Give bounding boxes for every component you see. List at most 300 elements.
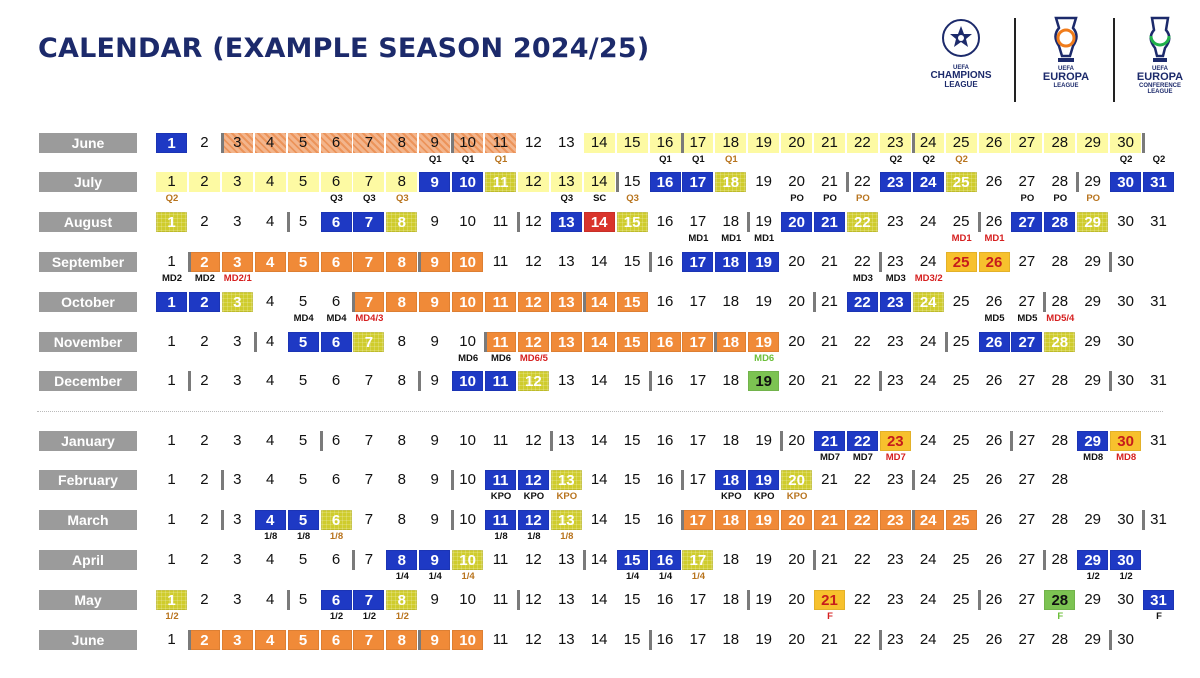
day-cell: 23 xyxy=(880,133,911,153)
round-annotation: MD3 xyxy=(885,273,906,284)
week-separator xyxy=(188,371,191,391)
day-cell: 15 xyxy=(617,212,648,232)
day-cell: 3 xyxy=(222,172,253,192)
day-cell: 24 xyxy=(913,133,944,153)
round-annotation: Q2 xyxy=(889,154,903,165)
round-annotation: 1/2 xyxy=(395,611,409,622)
round-annotation: MD4 xyxy=(293,313,314,324)
day-cell: 26 xyxy=(985,173,1003,190)
day-cell: 26 xyxy=(985,551,1003,568)
round-annotation: MD1 xyxy=(984,233,1005,244)
round-annotation: MD4 xyxy=(326,313,347,324)
day-cell: 31 xyxy=(1143,172,1174,192)
week-separator xyxy=(649,630,652,650)
day-cell: 3 xyxy=(222,252,253,272)
day-cell: 22 xyxy=(847,510,878,530)
day-cell: 10 xyxy=(452,172,483,192)
round-annotation: MD6 xyxy=(458,353,479,364)
day-cell: 12 xyxy=(518,172,549,192)
day-cell: 23 xyxy=(880,431,911,451)
day-cell: 3 xyxy=(222,133,253,153)
day-cell: 24 xyxy=(913,510,944,530)
day-cell: 17 xyxy=(682,133,713,153)
day-cell: 28 xyxy=(1044,332,1075,352)
day-cell: 14 xyxy=(590,631,608,648)
week-separator xyxy=(912,470,915,490)
day-cell: 18 xyxy=(715,510,746,530)
day-cell: 23 xyxy=(880,172,911,192)
day-cell: 6 xyxy=(331,293,341,310)
day-cell: 15 xyxy=(617,292,648,312)
month-label: June xyxy=(39,630,137,650)
day-cell: 28 xyxy=(1044,133,1075,153)
day-cell: 16 xyxy=(656,591,674,608)
round-annotation: Q1 xyxy=(428,154,442,165)
day-cell: 17 xyxy=(682,332,713,352)
day-cell: 15 xyxy=(617,550,648,570)
day-cell: 2 xyxy=(189,172,220,192)
week-separator xyxy=(649,371,652,391)
week-separator xyxy=(451,470,454,490)
day-cell: 17 xyxy=(689,591,707,608)
day-cell: 22 xyxy=(847,431,878,451)
day-cell: 22 xyxy=(854,471,871,488)
day-cell: 26 xyxy=(985,372,1003,389)
day-cell: 30 xyxy=(1117,253,1134,270)
day-cell: 26 xyxy=(985,213,1003,230)
week-separator xyxy=(418,371,421,391)
round-annotation: KPO xyxy=(490,491,512,502)
day-cell: 15 xyxy=(617,133,648,153)
month-label: August xyxy=(39,212,137,232)
week-separator xyxy=(418,630,421,650)
day-cell: 9 xyxy=(430,333,439,350)
day-cell: 25 xyxy=(952,631,970,648)
day-cell: 31 xyxy=(1150,372,1167,389)
day-cell: 24 xyxy=(919,253,937,270)
day-cell: 17 xyxy=(689,372,707,389)
day-cell: 2 xyxy=(189,252,220,272)
day-cell: 11 xyxy=(485,172,516,192)
day-cell: 23 xyxy=(886,372,904,389)
day-cell: 1 xyxy=(156,292,187,312)
day-cell: 21 xyxy=(821,631,838,648)
day-cell: 27 xyxy=(1018,471,1036,488)
week-separator xyxy=(1109,630,1112,650)
round-annotation: PO xyxy=(1053,193,1068,204)
day-cell: 13 xyxy=(557,253,575,270)
round-annotation: 1/4 xyxy=(658,571,673,582)
day-cell: 31 xyxy=(1143,590,1174,610)
day-cell: 16 xyxy=(656,293,674,310)
week-separator xyxy=(418,252,421,272)
round-annotation: MD7 xyxy=(885,452,906,463)
week-separator xyxy=(451,510,454,530)
round-annotation: Q3 xyxy=(560,193,574,204)
day-cell: 16 xyxy=(650,550,681,570)
day-cell: 21 xyxy=(814,212,845,232)
day-cell: 20 xyxy=(788,173,805,190)
day-cell: 28 xyxy=(1051,511,1069,528)
day-cell: 12 xyxy=(518,371,549,391)
round-annotation: Q1 xyxy=(692,154,705,165)
day-cell: 5 xyxy=(288,172,319,192)
day-cell: 12 xyxy=(518,510,549,530)
day-cell: 3 xyxy=(233,213,242,230)
day-cell: 6 xyxy=(321,590,352,610)
day-cell: 5 xyxy=(298,471,308,488)
round-annotation: 1/2 xyxy=(1086,571,1100,582)
day-cell: 2 xyxy=(200,511,209,528)
day-cell: 4 xyxy=(266,432,275,449)
day-cell: 13 xyxy=(557,551,575,568)
round-annotation: Q2 xyxy=(955,154,968,165)
day-cell: 11 xyxy=(492,432,509,449)
day-cell: 9 xyxy=(419,133,450,153)
round-annotation: Q3 xyxy=(395,193,409,204)
day-cell: 19 xyxy=(755,213,773,230)
day-cell: 11 xyxy=(485,133,516,153)
round-annotation: SC xyxy=(593,193,607,204)
round-annotation: Q1 xyxy=(724,154,738,165)
day-cell: 29 xyxy=(1084,591,1102,608)
day-cell: 6 xyxy=(331,471,341,488)
uel-logo-line2: EUROPA xyxy=(1042,71,1090,83)
day-cell: 26 xyxy=(985,591,1003,608)
day-cell: 14 xyxy=(584,292,615,312)
week-separator xyxy=(714,332,717,352)
day-cell: 24 xyxy=(919,432,937,449)
day-cell: 3 xyxy=(233,591,242,608)
day-cell: 25 xyxy=(952,293,970,310)
day-cell: 3 xyxy=(233,471,242,488)
month-label: December xyxy=(39,371,137,391)
ucl-logo-line3: LEAGUE xyxy=(944,80,978,89)
day-cell: 10 xyxy=(459,471,476,488)
day-cell: 6 xyxy=(321,332,352,352)
day-cell: 11 xyxy=(492,253,509,270)
day-cell: 7 xyxy=(364,471,374,488)
day-cell: 16 xyxy=(650,172,681,192)
day-cell: 30 xyxy=(1117,511,1134,528)
day-cell: 24 xyxy=(919,213,937,230)
day-cell: 29 xyxy=(1084,253,1102,270)
round-annotation: PO xyxy=(790,193,804,204)
week-separator xyxy=(1109,371,1112,391)
day-cell: 7 xyxy=(353,630,384,650)
day-cell: 11 xyxy=(492,551,509,568)
day-cell: 12 xyxy=(518,332,549,352)
day-cell: 25 xyxy=(952,432,970,449)
day-cell: 26 xyxy=(979,252,1010,272)
day-cell: 11 xyxy=(485,332,516,352)
day-cell: 16 xyxy=(656,372,674,389)
day-cell: 29 xyxy=(1077,431,1108,451)
day-cell: 24 xyxy=(919,372,937,389)
day-cell: 7 xyxy=(364,511,374,528)
day-cell: 19 xyxy=(755,293,773,310)
day-cell: 25 xyxy=(946,510,977,530)
week-separator xyxy=(879,630,882,650)
day-cell: 21 xyxy=(821,372,838,389)
day-cell: 31 xyxy=(1150,511,1167,528)
day-cell: 23 xyxy=(886,631,904,648)
round-annotation: MD1 xyxy=(951,233,972,244)
week-separator xyxy=(747,212,750,232)
day-cell: 27 xyxy=(1018,631,1036,648)
week-separator xyxy=(879,371,882,391)
day-cell: 9 xyxy=(430,471,439,488)
day-cell: 2 xyxy=(200,134,209,151)
day-cell: 1 xyxy=(156,212,187,232)
day-cell: 3 xyxy=(222,630,253,650)
week-separator xyxy=(583,292,586,312)
round-annotation: Q2 xyxy=(165,193,179,204)
day-cell: 22 xyxy=(854,173,871,190)
day-cell: 5 xyxy=(288,332,319,352)
week-separator xyxy=(681,510,684,530)
month-label: March xyxy=(39,510,137,530)
day-cell: 14 xyxy=(584,172,615,192)
day-cell: 25 xyxy=(946,133,977,153)
day-cell: 3 xyxy=(222,292,253,312)
round-annotation: MD5 xyxy=(984,313,1005,324)
day-cell: 8 xyxy=(397,372,406,389)
day-cell: 12 xyxy=(525,631,542,648)
day-cell: 25 xyxy=(952,333,970,350)
day-cell: 20 xyxy=(781,212,812,232)
week-separator xyxy=(352,550,355,570)
round-annotation: 1/2 xyxy=(165,611,179,622)
day-cell: 13 xyxy=(557,372,575,389)
day-cell: 27 xyxy=(1018,511,1036,528)
day-cell: 21 xyxy=(821,173,838,190)
day-cell: 6 xyxy=(331,432,341,449)
uel-logo-line3: LEAGUE xyxy=(1053,83,1079,89)
day-cell: 10 xyxy=(459,591,476,608)
round-annotation: KPO xyxy=(523,491,545,502)
day-cell: 14 xyxy=(590,471,608,488)
round-annotation: MD1 xyxy=(688,233,709,244)
day-cell: 4 xyxy=(266,471,275,488)
week-separator xyxy=(1142,133,1145,153)
day-cell: 5 xyxy=(298,293,308,310)
day-cell: 24 xyxy=(919,551,937,568)
round-annotation: 1/8 xyxy=(264,531,278,542)
day-cell: 16 xyxy=(650,332,681,352)
day-cell: 5 xyxy=(288,630,319,650)
day-cell: 13 xyxy=(551,172,582,192)
day-cell: 1 xyxy=(167,551,176,568)
day-cell: 4 xyxy=(255,630,286,650)
day-cell: 30 xyxy=(1110,431,1141,451)
day-cell: 16 xyxy=(656,253,674,270)
day-cell: 19 xyxy=(755,591,773,608)
day-cell: 20 xyxy=(781,470,812,490)
day-cell: 28 xyxy=(1051,551,1069,568)
day-cell: 21 xyxy=(821,293,838,310)
round-annotation: MD2/1 xyxy=(223,273,252,284)
round-annotation: F xyxy=(827,611,833,622)
week-separator xyxy=(747,590,750,610)
day-cell: 26 xyxy=(985,631,1003,648)
week-separator xyxy=(451,133,454,153)
day-cell: 21 xyxy=(814,590,845,610)
day-cell: 8 xyxy=(397,511,406,528)
day-cell: 20 xyxy=(788,631,805,648)
day-cell: 13 xyxy=(551,510,582,530)
uecl-logo-line2: EUROPA xyxy=(1136,71,1184,83)
day-cell: 26 xyxy=(985,432,1003,449)
day-cell: 26 xyxy=(979,332,1010,352)
day-cell: 8 xyxy=(386,212,417,232)
day-cell: 26 xyxy=(985,511,1003,528)
day-cell: 16 xyxy=(650,133,681,153)
day-cell: 15 xyxy=(623,471,641,488)
day-cell: 18 xyxy=(715,470,746,490)
round-annotation: MD1 xyxy=(721,233,742,244)
round-annotation: F xyxy=(1057,611,1064,622)
day-cell: 18 xyxy=(715,133,746,153)
round-annotation: MD3/2 xyxy=(914,273,943,284)
day-cell: 10 xyxy=(452,133,483,153)
day-cell: 10 xyxy=(452,630,483,650)
uecl-logo-line1: UEFA xyxy=(1151,66,1168,72)
day-cell: 7 xyxy=(364,551,374,568)
round-annotation: Q2 xyxy=(922,154,936,165)
day-cell: 14 xyxy=(584,212,615,232)
day-cell: 9 xyxy=(430,372,439,389)
week-separator xyxy=(517,212,520,232)
day-cell: 13 xyxy=(551,470,582,490)
round-annotation: 1/4 xyxy=(625,571,640,582)
day-cell: 29 xyxy=(1084,511,1102,528)
day-cell: 16 xyxy=(656,511,674,528)
day-cell: 18 xyxy=(722,213,740,230)
day-cell: 16 xyxy=(656,213,674,230)
day-cell: 12 xyxy=(518,292,549,312)
day-cell: 20 xyxy=(788,591,805,608)
day-cell: 13 xyxy=(551,292,582,312)
day-cell: 12 xyxy=(525,432,542,449)
round-annotation: PO xyxy=(856,193,870,204)
day-cell: 4 xyxy=(266,293,275,310)
day-cell: 29 xyxy=(1077,133,1108,153)
day-cell: 3 xyxy=(233,511,242,528)
day-cell: 28 xyxy=(1051,631,1069,648)
week-separator xyxy=(649,252,652,272)
day-cell: 16 xyxy=(656,471,674,488)
day-cell: 21 xyxy=(821,471,838,488)
day-cell: 10 xyxy=(459,333,476,350)
day-cell: 4 xyxy=(266,213,275,230)
day-cell: 12 xyxy=(525,134,542,151)
day-cell: 17 xyxy=(689,471,707,488)
day-cell: 20 xyxy=(788,372,805,389)
round-annotation: MD6 xyxy=(754,353,775,364)
round-annotation: KPO xyxy=(556,491,578,502)
day-cell: 23 xyxy=(886,471,904,488)
day-cell: 2 xyxy=(200,471,209,488)
week-separator xyxy=(1076,172,1079,192)
day-cell: 20 xyxy=(788,333,805,350)
day-cell: 25 xyxy=(952,591,970,608)
day-cell: 27 xyxy=(1018,372,1036,389)
round-annotation: 1/4 xyxy=(461,571,475,582)
week-separator xyxy=(1043,550,1046,570)
day-cell: 22 xyxy=(854,253,871,270)
week-separator xyxy=(616,172,619,192)
day-cell: 24 xyxy=(919,471,937,488)
day-cell: 2 xyxy=(200,213,209,230)
round-annotation: MD2 xyxy=(194,273,215,284)
day-cell: 23 xyxy=(886,253,904,270)
month-label: October xyxy=(39,292,137,312)
day-cell: 30 xyxy=(1110,550,1141,570)
day-cell: 9 xyxy=(419,252,450,272)
month-label: May xyxy=(39,590,137,610)
day-cell: 27 xyxy=(1018,253,1036,270)
day-cell: 7 xyxy=(353,292,384,312)
ucl-logo-line2: CHAMPIONS xyxy=(930,70,992,81)
day-cell: 22 xyxy=(854,631,871,648)
week-separator xyxy=(978,590,981,610)
day-cell: 28 xyxy=(1044,212,1075,232)
week-separator xyxy=(517,590,520,610)
round-annotation: 1/8 xyxy=(494,531,508,542)
day-cell: 22 xyxy=(854,333,871,350)
day-cell: 9 xyxy=(430,591,439,608)
day-cell: 17 xyxy=(682,172,713,192)
day-cell: 7 xyxy=(353,172,384,192)
day-cell: 28 xyxy=(1044,590,1075,610)
week-separator xyxy=(846,172,849,192)
day-cell: 1 xyxy=(167,333,176,350)
day-cell: 2 xyxy=(200,551,209,568)
day-cell: 29 xyxy=(1077,212,1108,232)
day-cell: 2 xyxy=(189,630,220,650)
day-cell: 5 xyxy=(288,510,319,530)
day-cell: 27 xyxy=(1011,332,1042,352)
day-cell: 15 xyxy=(617,332,648,352)
day-cell: 11 xyxy=(485,371,516,391)
day-cell: 14 xyxy=(584,133,615,153)
day-cell: 15 xyxy=(623,372,641,389)
day-cell: 18 xyxy=(722,591,740,608)
day-cell: 29 xyxy=(1084,631,1102,648)
day-cell: 7 xyxy=(364,372,374,389)
day-cell: 8 xyxy=(386,550,417,570)
day-cell: 6 xyxy=(321,172,352,192)
day-cell: 11 xyxy=(492,213,509,230)
day-cell: 23 xyxy=(886,591,904,608)
day-cell: 13 xyxy=(557,591,575,608)
day-cell: 20 xyxy=(788,253,805,270)
day-cell: 4 xyxy=(255,172,286,192)
day-cell: 8 xyxy=(397,471,406,488)
day-cell: 22 xyxy=(847,212,878,232)
day-cell: 28 xyxy=(1051,293,1069,310)
round-annotation: 1/2 xyxy=(1119,571,1133,582)
day-cell: 1 xyxy=(167,631,176,648)
day-cell: 30 xyxy=(1117,213,1134,230)
day-cell: 18 xyxy=(722,432,740,449)
round-annotation: Q3 xyxy=(330,193,343,204)
day-cell: 4 xyxy=(266,333,275,350)
day-cell: 1 xyxy=(167,511,176,528)
day-cell: 9 xyxy=(430,213,439,230)
day-cell: 30 xyxy=(1117,591,1134,608)
